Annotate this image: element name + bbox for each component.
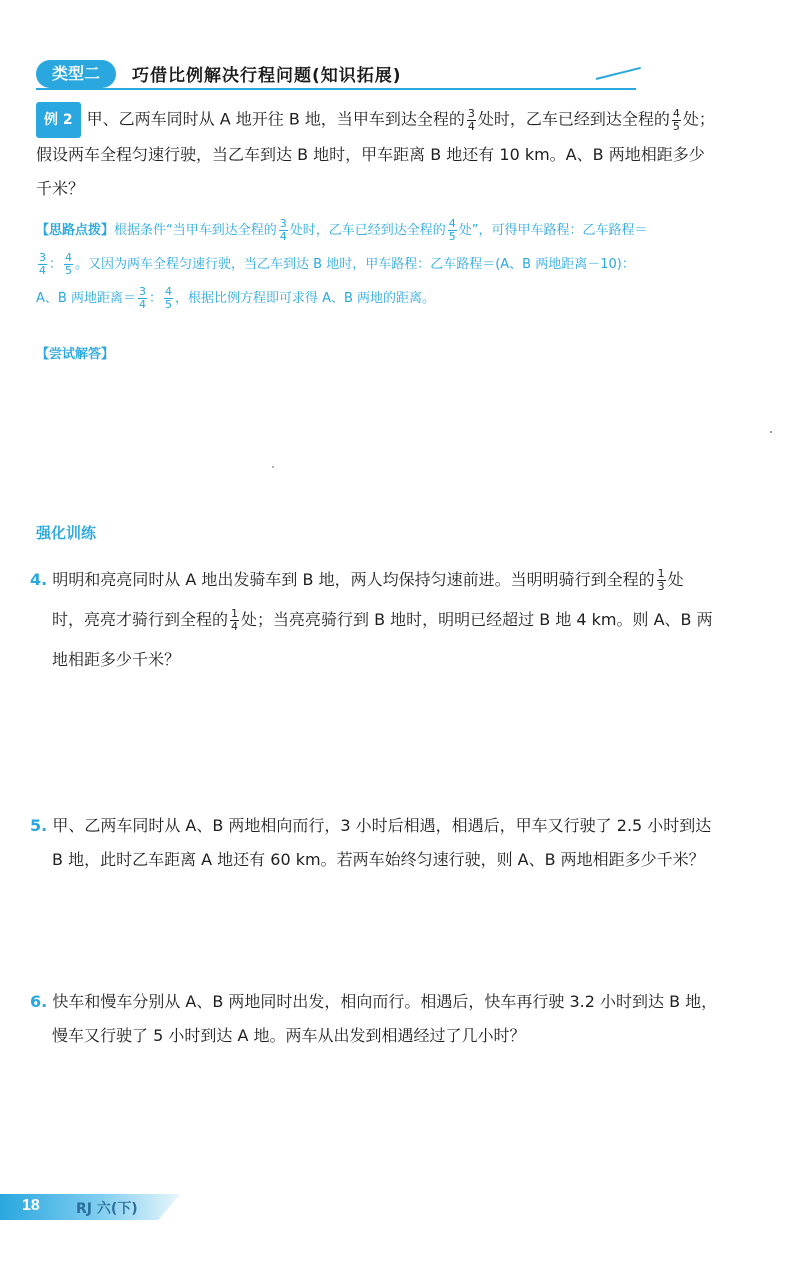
fraction: $\frac{1}{3}$ xyxy=(657,567,665,593)
example-line-2: 假设两车全程匀速行驶，当乙车到达 B 地时，甲车距离 B 地还有 10 km。A、B 两地相距多少 xyxy=(36,145,705,164)
example-2 xyxy=(36,102,776,206)
training-title: 强化训练 xyxy=(36,524,97,542)
problem-number: 4. xyxy=(30,570,48,589)
hint-tag: 【思路点拨】 xyxy=(36,223,115,238)
problem-line: B 地，此时乙车距离 A 地还有 60 km。若两车始终匀速行驶，则 A、B 两地相距多少千米？ xyxy=(52,850,705,869)
fraction: $\frac{3}{4}$ xyxy=(138,285,146,311)
example-line-1 xyxy=(36,102,776,138)
example-badge: 例 2 xyxy=(36,102,81,138)
page-footer xyxy=(0,1194,200,1224)
problem-line: 时，亮亮才骑行到全程的 $\frac{1}{4}$ 处；当亮亮骑行到 B 地时，明明已经超过 B 地 4 km。则 A、B 两 xyxy=(52,607,713,633)
fraction: $\frac{3}{4}$ xyxy=(279,217,287,243)
hint-line-2: $\frac{3}{4}$ ： $\frac{4}{5}$ 。又因为两车全程匀速行驶，当乙车到达 B 地时，甲车路程：乙车路程＝(A、B 两地距离－10)： xyxy=(39,251,635,277)
fraction: $\frac{3}{4}$ xyxy=(39,251,46,277)
problem-4 xyxy=(30,560,790,680)
example-line-3: 千米？ xyxy=(36,179,85,198)
hint-block xyxy=(36,214,780,316)
example-text: 处； xyxy=(682,109,715,129)
fraction: $\frac{1}{4}$ xyxy=(231,607,239,633)
try-answer-tag: 【尝试解答】 xyxy=(36,347,115,362)
header-underline-tail xyxy=(596,67,641,80)
example-text: 处时，乙车已经到达全程的 xyxy=(477,109,670,129)
edition-label: RJ 六(下) xyxy=(76,1201,138,1217)
hint-line-3: A、B 两地距离＝ $\frac{3}{4}$ ： $\frac{4}{5}$ ，根据比例方程即可求得 A、B 两地的距离。 xyxy=(36,285,436,311)
problem-line: 4. 明明和亮亮同时从 A 地出发骑车到 B 地，两人均保持匀速前进。当明明骑行到全程的 $\frac{1}{3}$ 处 xyxy=(30,567,684,593)
example-text: 甲、乙两车同时从 A 地开往 B 地，当甲车到达全程的 xyxy=(86,109,465,129)
fraction: $\frac{4}{5}$ xyxy=(164,285,172,311)
problem-line: 6. 快车和慢车分别从 A、B 两地同时出发，相向而行。相遇后，快车再行驶 3.2 小时到达 B 地， xyxy=(30,992,718,1011)
fraction: $\frac{4}{5}$ xyxy=(448,217,456,243)
problem-number: 5. xyxy=(30,816,48,835)
fraction: $\frac{4}{5}$ xyxy=(672,106,680,133)
hint-line-1: 【思路点拨】根据条件“当甲车到达全程的 $\frac{3}{4}$ 处时，乙车已经到达全程的 $\frac{4}{5}$ 处”，可得甲车路程：乙车路程＝ xyxy=(36,217,648,243)
page-speck xyxy=(272,466,274,468)
problem-6 xyxy=(30,982,790,1056)
problem-line: 5. 甲、乙两车同时从 A、B 两地相向而行，3 小时后相遇，相遇后，甲车又行驶了 2.5 小时到达 xyxy=(30,816,712,835)
problem-number: 6. xyxy=(30,992,48,1011)
page-number: 18 xyxy=(22,1197,40,1214)
section-header xyxy=(36,56,636,96)
type-badge: 类型二 xyxy=(36,60,116,88)
fraction: $\frac{3}{4}$ xyxy=(467,106,475,133)
problem-line: 慢车又行驶了 5 小时到达 A 地。两车从出发到相遇经过了几小时？ xyxy=(52,1026,526,1045)
problem-5 xyxy=(30,806,790,880)
margin-mark xyxy=(770,431,772,433)
section-title: 巧借比例解决行程问题(知识拓展) xyxy=(132,66,402,86)
fraction: $\frac{4}{5}$ xyxy=(65,251,73,277)
problem-line: 地相距多少千米？ xyxy=(52,650,181,669)
header-underline xyxy=(36,88,636,90)
